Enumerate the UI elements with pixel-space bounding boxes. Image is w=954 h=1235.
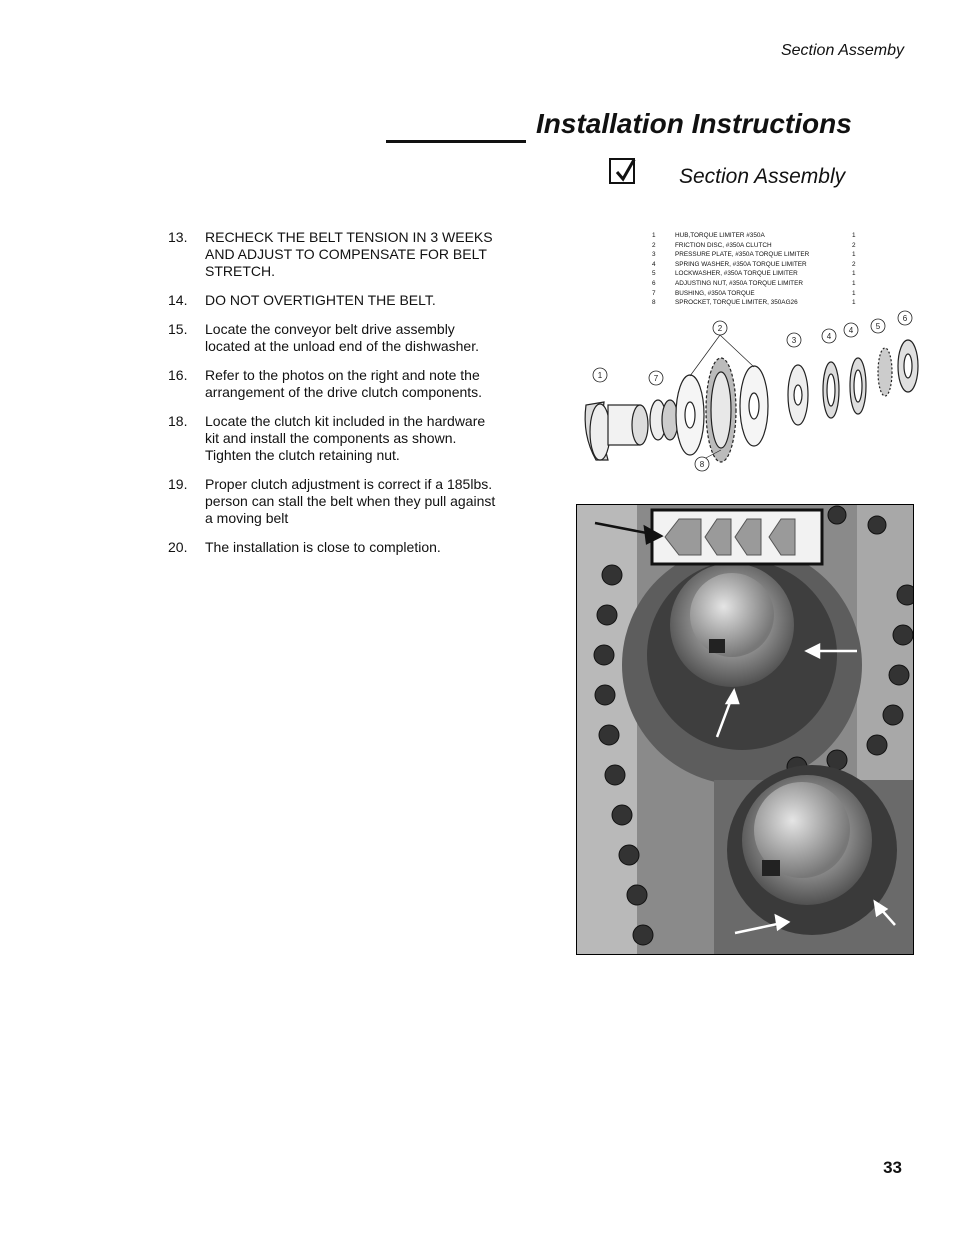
parts-row (652, 231, 864, 241)
part-quantity: 1 (852, 279, 856, 287)
step-item (168, 292, 503, 309)
step-number: 15. (168, 321, 188, 337)
step-text: Locate the clutch kit included in the hardware kit and install the components as shown. Tighten the clutch retaining nut. (205, 413, 486, 463)
step-item (168, 413, 503, 464)
parts-row (652, 269, 864, 279)
step-number: 13. (168, 229, 188, 245)
parts-list (652, 231, 864, 308)
step-number: 18. (168, 413, 188, 429)
instruction-steps (168, 229, 503, 568)
part-description: BUSHING, #350A TORQUE (675, 289, 755, 297)
title-underline-rule (386, 140, 526, 143)
parts-row (652, 260, 864, 270)
callout-5: 5 (875, 322, 881, 331)
part-description: FRICTION DISC, #350A CLUTCH (675, 241, 772, 249)
part-number: 5 (652, 270, 656, 278)
step-item (168, 367, 503, 401)
step-item (168, 539, 503, 556)
part-quantity: 1 (852, 270, 856, 278)
part-number: 4 (652, 260, 656, 268)
step-text: Refer to the photos on the right and note the arrangement of the drive clutch components. (205, 367, 483, 400)
part-number: 2 (652, 241, 656, 249)
step-number: 14. (168, 292, 188, 308)
parts-row (652, 279, 864, 289)
part-number: 6 (652, 279, 656, 287)
step-number: 16. (168, 367, 188, 383)
section-subtitle: Section Assembly (679, 165, 846, 188)
part-quantity: 1 (852, 289, 856, 297)
step-text: RECHECK THE BELT TENSION IN 3 WEEKS AND ADJUST TO COMPENSATE FOR BELT STRETCH. (205, 229, 493, 279)
parts-row (652, 289, 864, 299)
part-number: 1 (652, 232, 656, 239)
step-item (168, 321, 503, 355)
part-description: HUB,TORQUE LIMITER #350A (675, 232, 765, 239)
callout-7: 7 (653, 374, 659, 383)
step-text: Proper clutch adjustment is correct if a 185lbs. person can stall the belt when they pull against a moving belt (205, 476, 496, 526)
part-description: PRESSURE PLATE, #350A TORQUE LIMITER (675, 251, 810, 259)
page-title-row (386, 108, 856, 148)
part-number: 3 (652, 251, 656, 259)
step-text: DO NOT OVERTIGHTEN THE BELT. (205, 292, 436, 308)
parts-row (652, 298, 864, 308)
parts-row (652, 241, 864, 251)
callout-6: 6 (902, 314, 908, 323)
callout-4b: 4 (848, 326, 854, 335)
part-description: LOCKWASHER, #350A TORQUE LIMITER (675, 270, 798, 278)
step-item (168, 229, 503, 280)
page-title: Installation Instructions (536, 108, 852, 139)
page-number: 33 (883, 1158, 902, 1177)
part-description: SPROCKET, TORQUE LIMITER, 350AG26 (675, 299, 798, 307)
header-section-label: Section Assemby (780, 42, 904, 59)
callout-4a: 4 (826, 332, 832, 341)
clutch-assembly-photo (576, 504, 914, 955)
part-number: 7 (652, 289, 656, 297)
parts-row (652, 250, 864, 260)
step-text: Locate the conveyor belt drive assembly located at the unload end of the dishwasher. (205, 321, 479, 354)
part-quantity: 1 (852, 251, 856, 259)
step-text: The installation is close to completion. (205, 539, 441, 555)
part-quantity: 1 (852, 299, 856, 307)
part-number: 8 (652, 299, 656, 307)
part-quantity: 2 (852, 241, 856, 249)
step-number: 20. (168, 539, 188, 555)
callout-1: 1 (597, 371, 603, 380)
callout-8: 8 (699, 460, 705, 469)
step-item (168, 476, 503, 527)
part-description: ADJUSTING NUT, #350A TORQUE LIMITER (675, 279, 803, 287)
callout-3: 3 (791, 336, 797, 345)
step-number: 19. (168, 476, 188, 492)
callout-2: 2 (717, 324, 723, 333)
part-quantity: 1 (852, 232, 856, 239)
clutch-exploded-diagram (578, 310, 923, 480)
part-quantity: 2 (852, 260, 856, 268)
checked-box-icon (609, 158, 635, 184)
part-description: SPRING WASHER, #350A TORQUE LIMITER (675, 260, 807, 268)
